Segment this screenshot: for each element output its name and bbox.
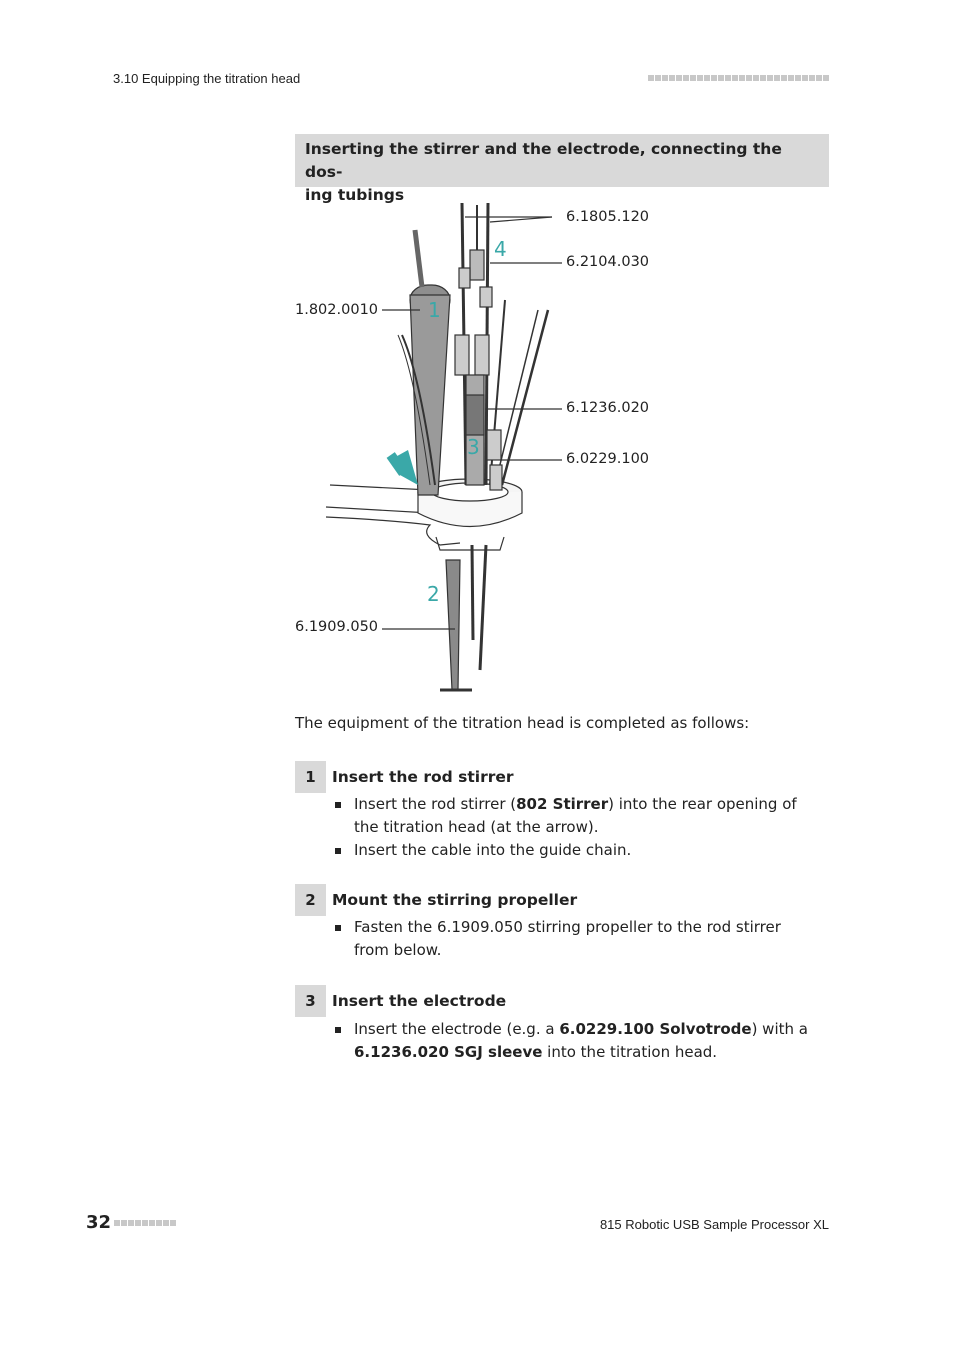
callout-6-0229-100: 6.0229.100 bbox=[566, 451, 650, 467]
step-2-heading bbox=[295, 884, 577, 916]
page-number: 32 bbox=[86, 1212, 112, 1233]
list-item: Insert the rod stirrer (802 Stirrer) into the rear opening of the titration head (at the arrow). bbox=[330, 793, 810, 839]
step-title: Insert the rod stirrer bbox=[332, 768, 514, 786]
bullet-icon bbox=[335, 802, 341, 808]
bullet-icon bbox=[335, 848, 341, 854]
product-name: 815 Robotic USB Sample Processor XL bbox=[599, 1217, 829, 1232]
step-3-bullets bbox=[330, 1018, 810, 1064]
list-item: Insert the electrode (e.g. a 6.0229.100 Solvotrode) with a 6.1236.020 SGJ sleeve into the titration head. bbox=[330, 1018, 810, 1064]
step-number: 1 bbox=[295, 761, 326, 793]
step-2-bullets bbox=[330, 916, 810, 962]
marker-2: 2 bbox=[427, 582, 440, 606]
list-item: Insert the cable into the guide chain. bbox=[330, 839, 810, 862]
callout-6-1805-120: 6.1805.120 bbox=[566, 209, 650, 225]
marker-3: 3 bbox=[467, 435, 480, 459]
step-number: 2 bbox=[295, 884, 326, 916]
intro-text: The equipment of the titration head is completed as follows: bbox=[295, 714, 750, 732]
callout-1-802-0010: 1.802.0010 bbox=[295, 302, 379, 318]
section-title-line2: ing tubings bbox=[305, 186, 405, 204]
section-title bbox=[295, 134, 829, 204]
list-item: Fasten the 6.1909.050 stirring propeller to the rod stirrer from below. bbox=[330, 916, 810, 962]
header-decoration bbox=[648, 75, 829, 81]
step-1-heading bbox=[295, 761, 514, 793]
footer-decoration bbox=[114, 1220, 176, 1226]
running-header: 3.10 Equipping the titration head bbox=[113, 71, 301, 86]
marker-1: 1 bbox=[428, 298, 441, 322]
callout-6-1236-020: 6.1236.020 bbox=[566, 400, 650, 416]
step-title: Mount the stirring propeller bbox=[332, 891, 578, 909]
step-title: Insert the electrode bbox=[332, 992, 507, 1010]
bullet-icon bbox=[335, 925, 341, 931]
step-3-heading bbox=[295, 985, 506, 1017]
callout-6-2104-030: 6.2104.030 bbox=[566, 254, 650, 270]
bullet-icon bbox=[335, 1027, 341, 1033]
titration-head-figure bbox=[290, 195, 690, 709]
section-title-line1: Inserting the stirrer and the electrode, connecting the dos- bbox=[305, 140, 782, 181]
step-1-bullets bbox=[330, 793, 810, 862]
step-number: 3 bbox=[295, 985, 326, 1017]
marker-4: 4 bbox=[494, 237, 507, 261]
callout-6-1909-050: 6.1909.050 bbox=[295, 619, 379, 635]
